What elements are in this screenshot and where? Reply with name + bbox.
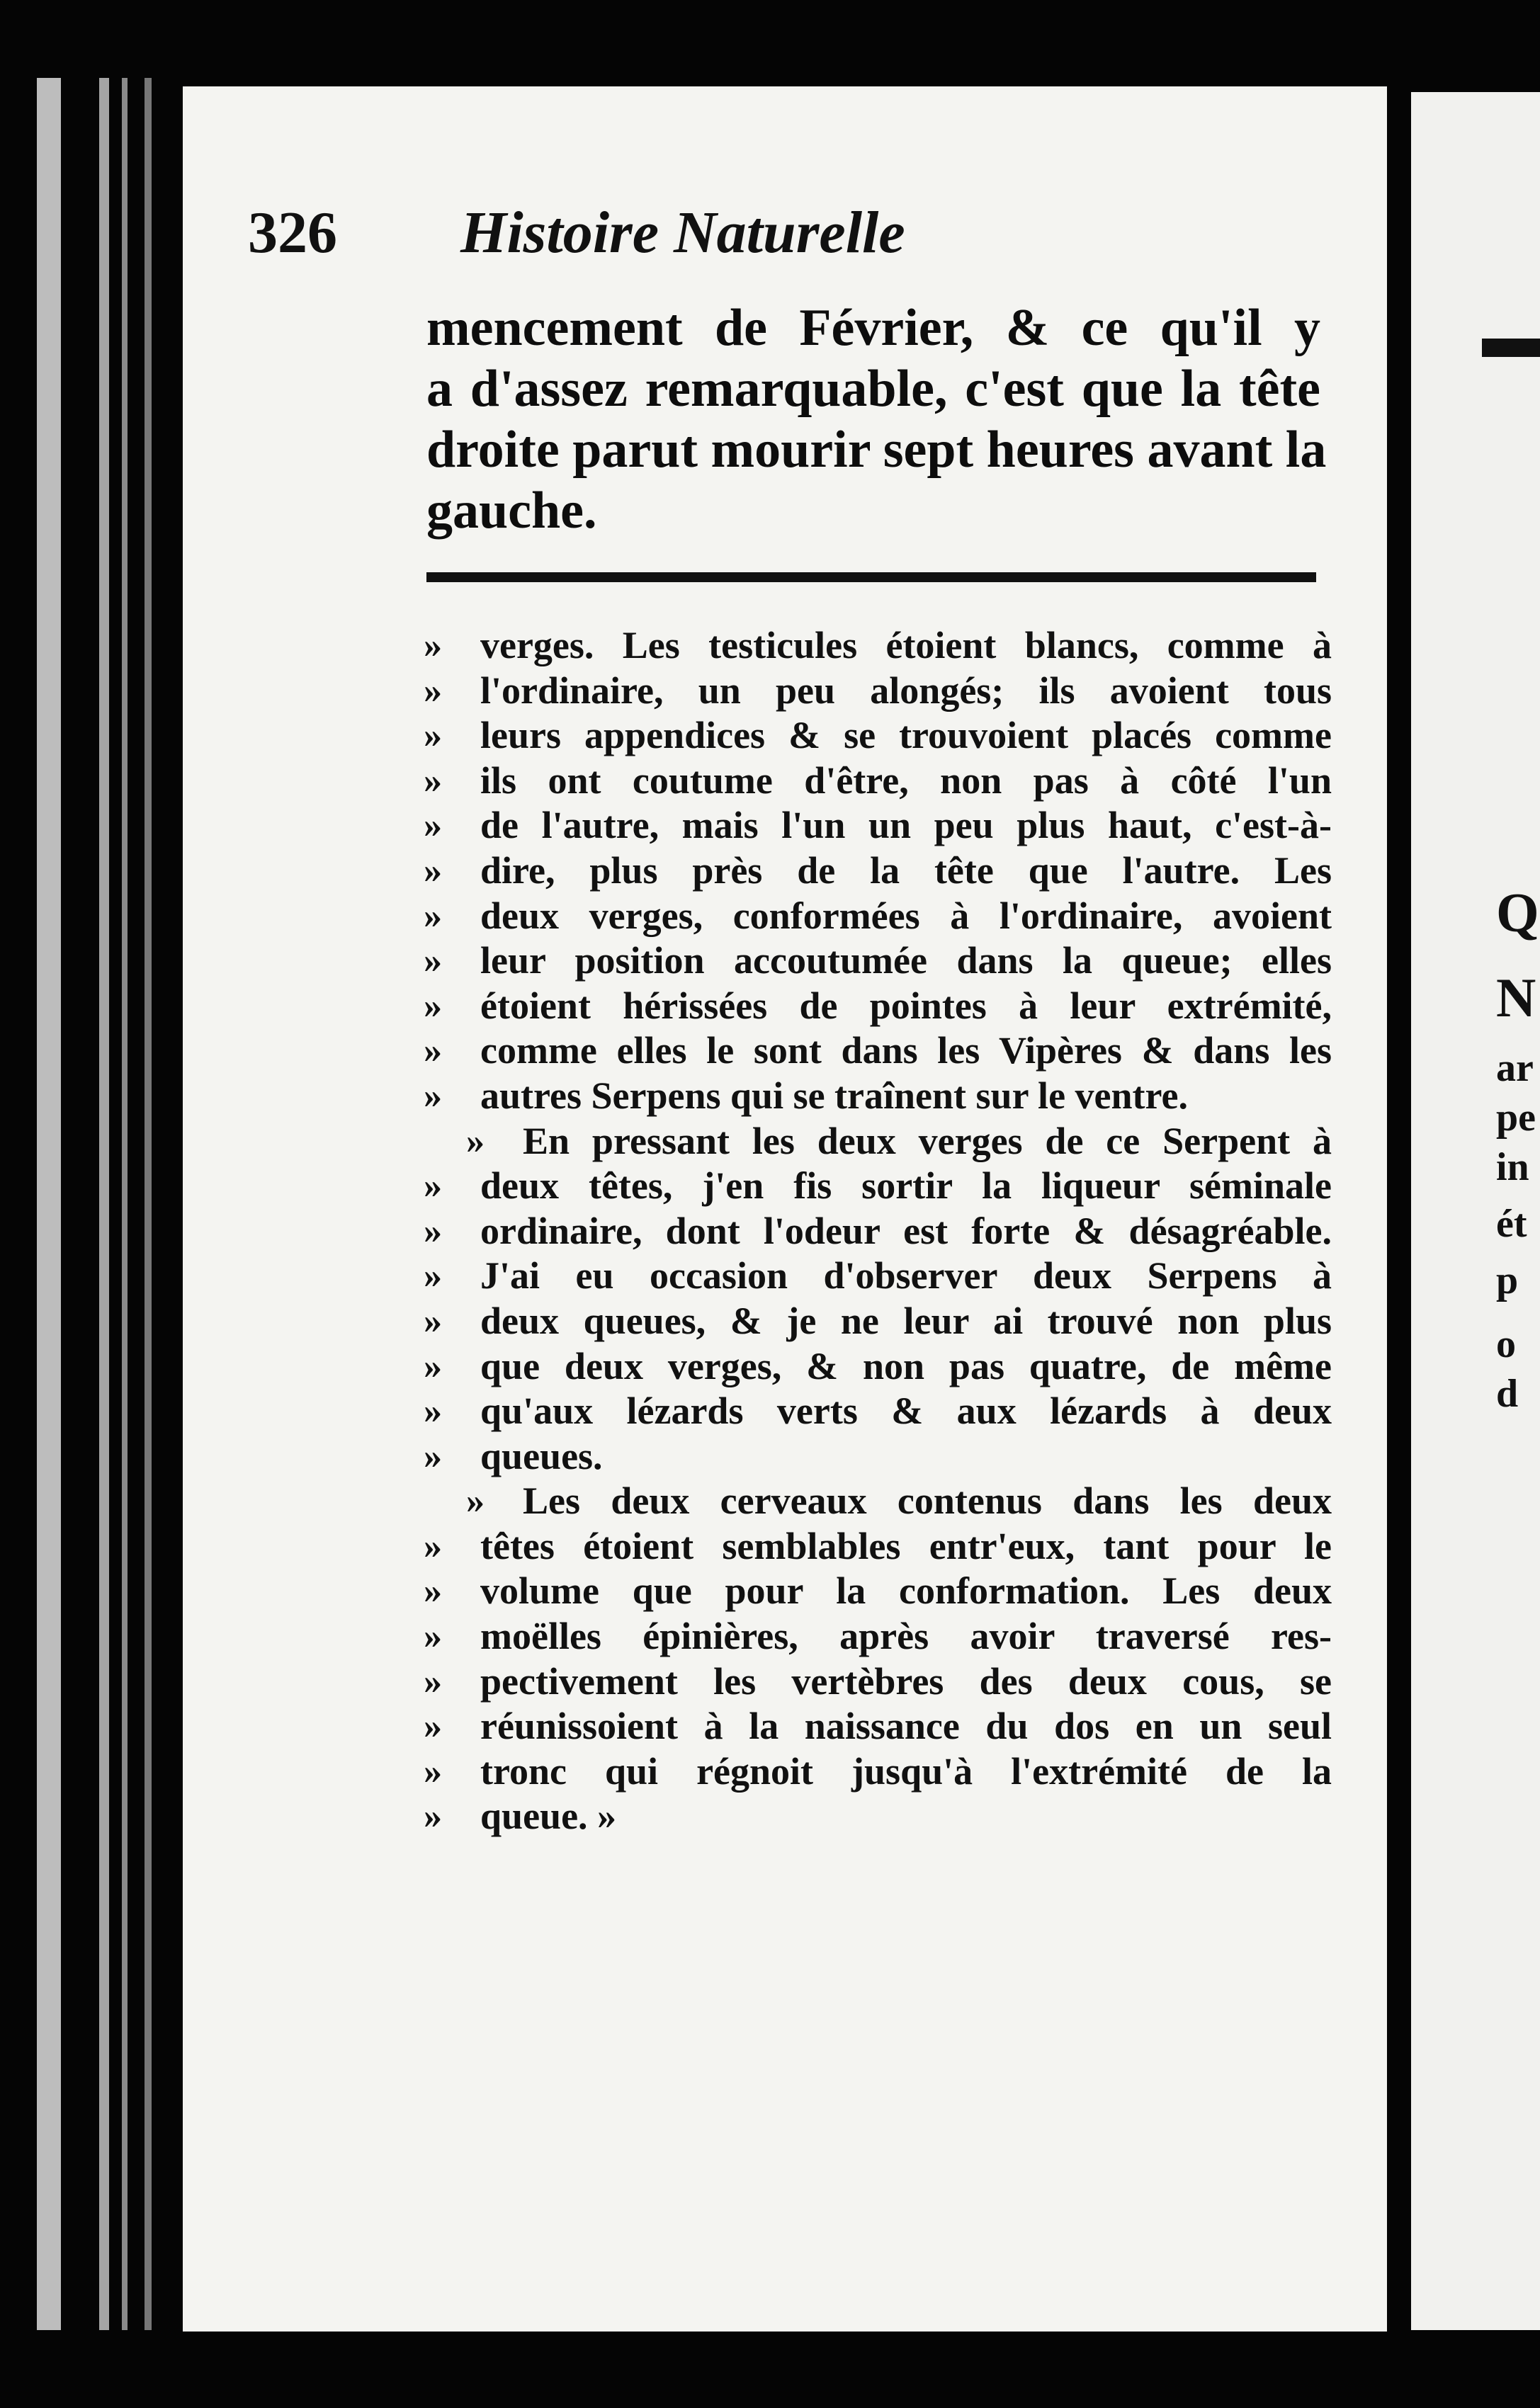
page-header	[248, 198, 1325, 276]
quote-line	[424, 1299, 1332, 1344]
quote-text: volume que pour la conformation. Les deux	[480, 1569, 1332, 1613]
quote-line	[424, 1119, 1332, 1164]
facing-page-fragment: in	[1496, 1145, 1529, 1189]
quotation-mark: »	[424, 941, 442, 982]
quote-line	[424, 1704, 1332, 1749]
quotation-mark: »	[424, 1075, 442, 1116]
quotation-mark: »	[424, 1661, 442, 1702]
quote-text: deux queues, & je ne leur ai trouvé non plus	[480, 1299, 1332, 1342]
quotation-mark: »	[424, 715, 442, 756]
quotation-mark: »	[424, 805, 442, 846]
quote-line	[424, 1794, 1332, 1839]
quotation-mark: »	[424, 850, 442, 891]
quotation-mark: »	[424, 1256, 442, 1297]
quote-text: ordinaire, dont l'odeur est forte & désagréable.	[480, 1209, 1332, 1252]
quote-text: deux verges, conformées à l'ordinaire, avoient	[480, 894, 1332, 937]
quote-line	[424, 1389, 1332, 1434]
facing-page-fragment: d	[1496, 1372, 1519, 1416]
quotation-mark: »	[424, 1300, 442, 1341]
quote-line	[424, 1569, 1332, 1614]
quote-line	[424, 938, 1332, 984]
quote-text: J'ai eu occasion d'observer deux Serpens à	[480, 1254, 1332, 1297]
quote-line	[424, 1164, 1332, 1209]
facing-page-fragment: N	[1496, 967, 1536, 1028]
facing-page-fragment: o	[1496, 1322, 1516, 1366]
quotation-mark: »	[466, 1481, 485, 1522]
facing-page-fragment: Q	[1496, 882, 1539, 943]
quotation-mark: »	[424, 1571, 442, 1612]
quote-line	[424, 713, 1332, 759]
facing-page	[1411, 92, 1540, 2330]
quote-text: leur position accoutumée dans la queue; elles	[480, 939, 1332, 982]
quote-text: têtes étoient semblables entr'eux, tant pour le	[480, 1524, 1332, 1567]
quote-text: queue. »	[480, 1795, 617, 1838]
section-rule	[426, 572, 1316, 582]
quote-line	[424, 848, 1332, 894]
quote-line	[424, 1254, 1332, 1299]
text-line: droite parut mourir sept heures avant la	[426, 421, 1327, 479]
quote-text: verges. Les testicules étoient blancs, comme à	[480, 624, 1332, 666]
quote-line	[424, 669, 1332, 714]
quote-line	[424, 1749, 1332, 1795]
text-line: mencement de Février, & ce qu'il y	[426, 299, 1320, 357]
quote-text: ils ont coutume d'être, non pas à côté l'un	[480, 759, 1332, 802]
quote-line	[424, 1524, 1332, 1569]
facing-page-fragment: ar	[1496, 1046, 1534, 1090]
quotation-mark: »	[424, 1751, 442, 1792]
quote-text: étoient hérissées de pointes à leur extrémité,	[480, 984, 1332, 1027]
quote-line	[424, 1659, 1332, 1705]
quote-text: comme elles le sont dans les Vipères & dans les	[480, 1029, 1332, 1072]
text-line: a d'assez remarquable, c'est que la tête	[426, 360, 1320, 418]
facing-page-fragment: pe	[1496, 1096, 1536, 1140]
quotation-mark: »	[424, 670, 442, 711]
quote-line	[424, 1074, 1332, 1119]
quotation-mark: »	[424, 1526, 442, 1567]
quotation-mark: »	[466, 1120, 485, 1162]
volume-spine-edge	[122, 78, 128, 2330]
quotation-mark: »	[424, 1346, 442, 1387]
quotation-mark: »	[424, 1166, 442, 1207]
quote-text: deux têtes, j'en fis sortir la liqueur séminale	[480, 1164, 1332, 1208]
quotation-mark: »	[424, 895, 442, 936]
quotation-mark: »	[424, 1210, 442, 1251]
text-line: gauche.	[426, 482, 597, 540]
facing-page-fragment: ét	[1496, 1202, 1527, 1246]
quote-text: l'ordinaire, un peu alongés; ils avoient tous	[480, 669, 1332, 712]
quote-text: de l'autre, mais l'un un peu plus haut, c'est-à-	[480, 804, 1332, 847]
quote-text: En pressant les deux verges de ce Serpent à	[523, 1119, 1332, 1162]
quote-line	[424, 803, 1332, 848]
top-paragraph	[426, 297, 1327, 541]
quote-line	[424, 1434, 1332, 1480]
quote-line	[424, 1614, 1332, 1659]
running-title: Histoire Naturelle	[460, 200, 905, 266]
quotation-mark: »	[424, 1391, 442, 1432]
quote-line	[424, 984, 1332, 1029]
quote-line	[424, 1209, 1332, 1254]
quote-line	[424, 1479, 1332, 1524]
quote-text: Les deux cerveaux contenus dans les deux	[523, 1480, 1332, 1523]
quote-text: queues.	[480, 1434, 603, 1477]
page-number: 326	[248, 200, 337, 266]
quote-text: pectivement les vertèbres des deux cous, se	[480, 1659, 1332, 1703]
quote-text: tronc qui régnoit jusqu'à l'extrémité de la	[480, 1749, 1332, 1793]
quotation-mark: »	[424, 1796, 442, 1837]
quotation-mark: »	[424, 760, 442, 801]
quote-text: réunissoient à la naissance du dos en un seul	[480, 1705, 1332, 1748]
quotation-mark: »	[424, 1616, 442, 1657]
quotation-mark: »	[424, 1030, 442, 1072]
volume-spine-edge	[145, 78, 152, 2330]
volume-spine-edge	[99, 78, 109, 2330]
quote-text: que deux verges, & non pas quatre, de même	[480, 1344, 1332, 1387]
quotation-mark: »	[424, 1436, 442, 1477]
facing-page-fragment: p	[1496, 1259, 1519, 1302]
quotation-mark: »	[424, 1706, 442, 1747]
quotation-mark: »	[424, 985, 442, 1026]
quote-text: autres Serpens qui se traînent sur le ventre.	[480, 1074, 1188, 1117]
volume-spine-edge	[37, 78, 61, 2330]
quotation-mark: »	[424, 625, 442, 666]
quote-text: leurs appendices & se trouvoient placés comme	[480, 714, 1332, 757]
quoted-passage	[424, 623, 1332, 1839]
quote-text: dire, plus près de la tête que l'autre. Les	[480, 848, 1332, 892]
quote-text: qu'aux lézards verts & aux lézards à deux	[480, 1390, 1332, 1433]
quote-line	[424, 623, 1332, 669]
quote-line	[424, 759, 1332, 804]
quote-line	[424, 894, 1332, 939]
facing-page-rule	[1482, 339, 1540, 357]
quote-line	[424, 1028, 1332, 1074]
quote-line	[424, 1344, 1332, 1390]
quote-text: moëlles épinières, après avoir traversé res-	[480, 1615, 1332, 1658]
